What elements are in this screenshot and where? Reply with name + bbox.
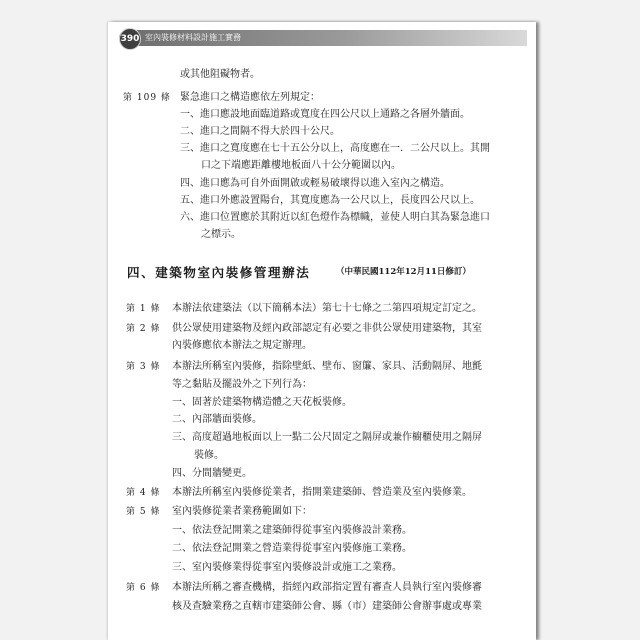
article-1-text: 本辦法依建築法（以下簡稱本法）第七十七條之二第四項規定訂定之。 bbox=[172, 303, 482, 314]
section-title: 四、建築物室內裝修管理辦法 bbox=[127, 265, 311, 280]
continued-line: 或其他阻礙物者。 bbox=[180, 69, 260, 80]
article-109-item: 三、進口之寬度應在七十五公分以上，高度應在一．二公尺以上。其開 bbox=[180, 143, 490, 154]
article-6-label: 第 6 條 bbox=[126, 583, 161, 593]
article-5-item: 二、依法登記開業之營造業得從事室內裝修施工業務。 bbox=[172, 543, 412, 554]
article-5-item: 三、室內裝修業得從事室內裝修設計或施工之業務。 bbox=[172, 562, 402, 573]
article-3-item: 四、分間牆變更。 bbox=[172, 468, 252, 479]
article-109-label: 第 109 條 bbox=[123, 93, 171, 103]
article-3-item: 裝修。 bbox=[194, 450, 224, 461]
document-page bbox=[108, 22, 536, 640]
book-title: 室內裝修材料設計施工實務 bbox=[145, 33, 241, 42]
article-3-line: 本辦法所稱室內裝修，指除壁紙、壁布、窗簾、家具、活動隔屏、地氈 bbox=[172, 361, 482, 372]
article-6-line: 核及查驗業務之直轄市建築師公會、縣（市）建築師公會辦事處或專業 bbox=[172, 601, 482, 612]
article-109-text: 緊急進口之構造應依左列規定： bbox=[180, 92, 320, 103]
article-109-item: 四、進口應為可自外面開啟或輕易破壞得以進入室內之構造。 bbox=[180, 178, 450, 189]
article-5-text: 室內裝修從業者業務範圍如下： bbox=[172, 506, 312, 517]
article-3-line: 等之黏貼及擺設外之下列行為： bbox=[172, 379, 312, 390]
article-2-line: 內裝修應依本辦法之規定辦理。 bbox=[172, 340, 312, 351]
article-3-item: 一、固著於建築物構造體之天花板裝修。 bbox=[172, 397, 352, 408]
article-6-line: 本辦法所稱之審查機構，指經內政部指定置有審查人員執行室內裝修審 bbox=[172, 582, 482, 593]
article-3-item: 三、高度超過地板面以上一點二公尺固定之隔屏或兼作櫥櫃使用之隔屏 bbox=[172, 432, 482, 443]
article-3-item: 二、內部牆面裝修。 bbox=[172, 414, 262, 425]
article-1-label: 第 1 條 bbox=[126, 304, 161, 314]
article-2-line: 供公眾使用建築物及經內政部認定有必要之非供公眾使用建築物，其室 bbox=[172, 323, 482, 334]
article-2-label: 第 2 條 bbox=[126, 324, 161, 334]
article-109-item: 六、進口位置應於其附近以紅色燈作為標幟，並使人明白其為緊急進口 bbox=[180, 212, 490, 223]
article-109-item: 一、進口應設地面臨道路或寬度在四公尺以上通路之各層外牆面。 bbox=[180, 109, 470, 120]
article-5-item: 一、依法登記開業之建築師得從事室內裝修設計業務。 bbox=[172, 525, 412, 536]
article-3-label: 第 3 條 bbox=[126, 362, 161, 372]
section-revision-note: （中華民國112年12月11日修訂） bbox=[336, 267, 471, 277]
article-4-label: 第 4 條 bbox=[126, 488, 161, 498]
article-109-item: 二、進口之間隔不得大於四十公尺。 bbox=[180, 126, 340, 137]
article-5-label: 第 5 條 bbox=[126, 507, 161, 517]
article-109-item: 口之下端應距離樓地板面八十公分範圍以內。 bbox=[201, 160, 401, 171]
article-4-text: 本辦法所稱室內裝修從業者，指開業建築師、營造業及室內裝修業。 bbox=[172, 487, 472, 498]
article-109-item: 五、進口外應設置陽台，其寬度應為一公尺以上，長度四公尺以上。 bbox=[180, 195, 480, 206]
page-number-badge: 390 bbox=[119, 28, 141, 50]
article-109-item: 之標示。 bbox=[201, 229, 241, 240]
page-header-bar bbox=[119, 30, 527, 46]
